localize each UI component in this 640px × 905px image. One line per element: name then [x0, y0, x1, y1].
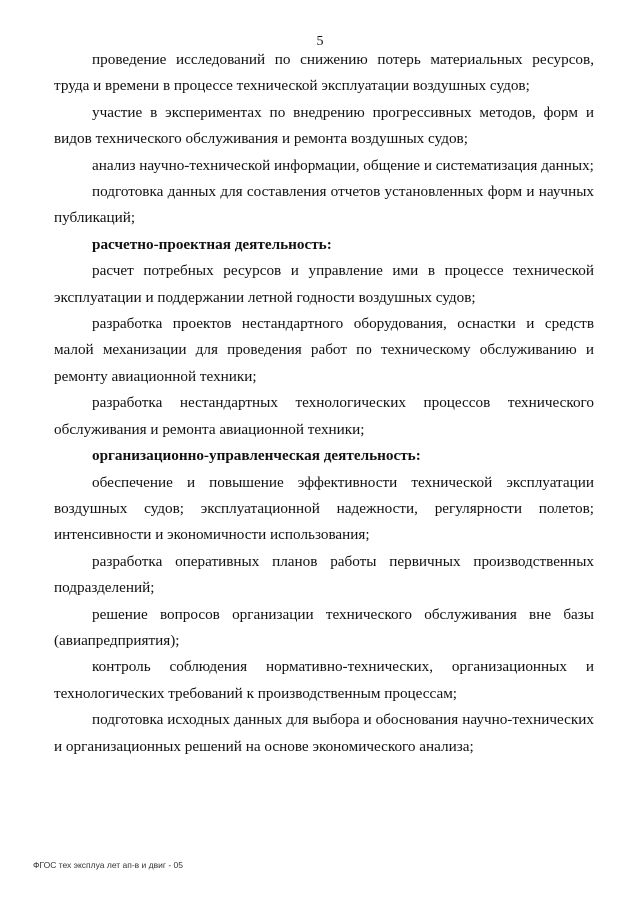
paragraph: разработка нестандартных технологических процессов технического обслуживания и ремонта авиационной техники; — [54, 394, 594, 438]
paragraph: участие в экспериментах по внедрению прогрессивных методов, форм и видов технического обслуживания и ремонта воздушных судов; — [54, 103, 594, 148]
page-footer: ФГОС тех эксплуа лет ап-в и двиг - 05 — [33, 860, 183, 870]
paragraph: анализ научно-технической информации, общение и систематизация данных; — [92, 156, 594, 174]
section-heading: организационно-управленческая деятельность: — [92, 447, 421, 465]
page-number: 5 — [316, 34, 324, 49]
paragraph: подготовка данных для составления отчетов установленных форм и научных публикаций; — [54, 183, 594, 227]
document-body — [54, 47, 594, 760]
paragraph: подготовка исходных данных для выбора и обоснования научно-технических и организационных решений на основе экономического анализа; — [54, 711, 594, 755]
paragraph: разработка оперативных планов работы первичных производственных подразделений; — [54, 552, 594, 597]
paragraph: расчет потребных ресурсов и управление ими в процессе технической эксплуатации и поддержании летной годности воздушных судов; — [54, 262, 594, 306]
paragraph: контроль соблюдения нормативно-технических, организационных и технологических требований к производственным процессам; — [54, 658, 594, 702]
paragraph: проведение исследований по снижению потерь материальных ресурсов, труда и времени в процессе технической эксплуатации воздушных судов; — [54, 51, 594, 95]
section-heading: расчетно-проектная деятельность: — [92, 235, 332, 253]
paragraph: разработка проектов нестандартного оборудования, оснастки и средств малой механизации для проведения работ по техническому обслуживанию и ремонту авиационной техники; — [54, 315, 594, 385]
paragraph: решение вопросов организации технического обслуживания вне базы (авиапредприятия); — [54, 605, 594, 649]
paragraph: обеспечение и повышение эффективности технической эксплуатации воздушных судов; эксплуатационной надежности, регулярности полетов; интенсивности и экономичности использования; — [54, 473, 594, 544]
